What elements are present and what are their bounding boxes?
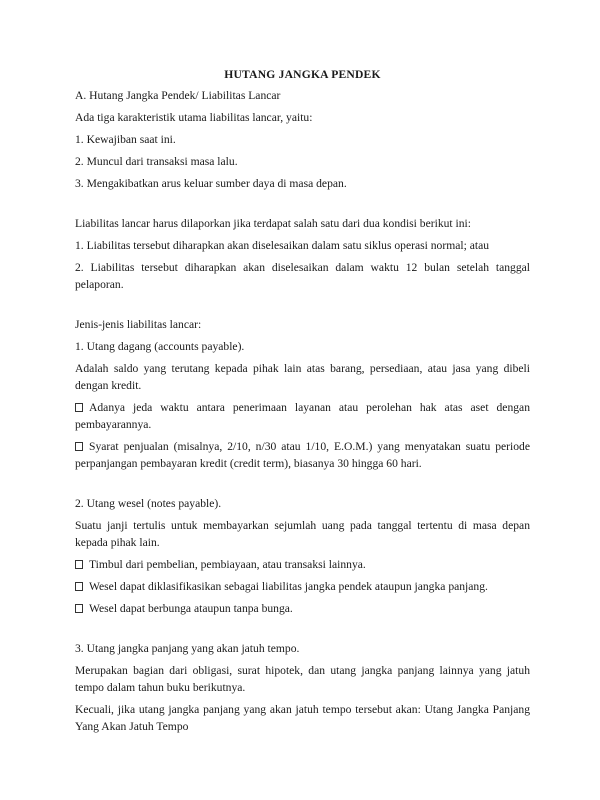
spacer — [75, 197, 530, 215]
spacer — [75, 622, 530, 640]
intro-text: Ada tiga karakteristik utama liabilitas lancar, yaitu: — [75, 111, 313, 124]
condition-item: 2. Liabilitas tersebut diharapkan akan diselesaikan dalam waktu 12 bulan setelah tanggal pelaporan. — [75, 261, 530, 291]
bullet-item — [75, 578, 530, 595]
conditions-intro: Liabilitas lancar harus dilaporkan jika terdapat salah satu dari dua kondisi berikut ini: — [75, 217, 471, 230]
types-heading: Jenis-jenis liabilitas lancar: — [75, 318, 202, 331]
spacer — [75, 298, 530, 316]
checkbox-bullet-icon — [75, 560, 83, 569]
checkbox-bullet-icon — [75, 582, 83, 591]
section-a-heading: A. Hutang Jangka Pendek/ Liabilitas Lancar — [75, 89, 281, 102]
checkbox-bullet-icon — [75, 604, 83, 613]
checkbox-bullet-icon — [75, 442, 83, 451]
bullet-text: Adanya jeda waktu antara penerimaan layanan atau perolehan hak atas aset dengan pembayarannya. — [75, 401, 530, 431]
bullet-item — [75, 438, 530, 472]
type1-description: Adalah saldo yang terutang kepada pihak lain atas barang, persediaan, atau jasa yang dibeli dengan kredit. — [75, 362, 530, 392]
spacer — [75, 477, 530, 495]
bullet-item — [75, 399, 530, 433]
bullet-text: Wesel dapat berbunga ataupun tanpa bunga. — [89, 602, 293, 615]
type2-heading: 2. Utang wesel (notes payable). — [75, 497, 222, 510]
characteristic-item: 1. Kewajiban saat ini. — [75, 133, 176, 146]
characteristic-item: 2. Muncul dari transaksi masa lalu. — [75, 155, 238, 168]
type2-description: Suatu janji tertulis untuk membayarkan sejumlah uang pada tanggal tertentu di masa depan kepada pihak lain. — [75, 519, 530, 549]
document-title: HUTANG JANGKA PENDEK — [224, 68, 381, 81]
type3-description: Merupakan bagian dari obligasi, surat hipotek, dan utang jangka panjang lainnya yang jatuh tempo dalam tahun buku berikutnya. — [75, 664, 530, 694]
bullet-text: Syarat penjualan (misalnya, 2/10, n/30 atau 1/10, E.O.M.) yang menyatakan suatu periode perpanjangan pembayaran kredit (credit term), biasanya 30 hingga 60 hari. — [75, 440, 530, 470]
bullet-item — [75, 600, 530, 617]
bullet-item — [75, 556, 530, 573]
characteristic-item: 3. Mengakibatkan arus keluar sumber daya di masa depan. — [75, 177, 347, 190]
type1-heading: 1. Utang dagang (accounts payable). — [75, 340, 245, 353]
condition-item: 1. Liabilitas tersebut diharapkan akan diselesaikan dalam satu siklus operasi normal; atau — [75, 239, 490, 252]
type3-heading: 3. Utang jangka panjang yang akan jatuh tempo. — [75, 642, 300, 655]
bullet-text: Wesel dapat diklasifikasikan sebagai liabilitas jangka pendek ataupun jangka panjang. — [89, 580, 488, 593]
type3-exception: Kecuali, jika utang jangka panjang yang akan jatuh tempo tersebut akan: Utang Jangka Panjang Yang Akan Jatuh Tempo — [75, 703, 530, 733]
bullet-text: Timbul dari pembelian, pembiayaan, atau transaksi lainnya. — [89, 558, 366, 571]
checkbox-bullet-icon — [75, 403, 83, 412]
